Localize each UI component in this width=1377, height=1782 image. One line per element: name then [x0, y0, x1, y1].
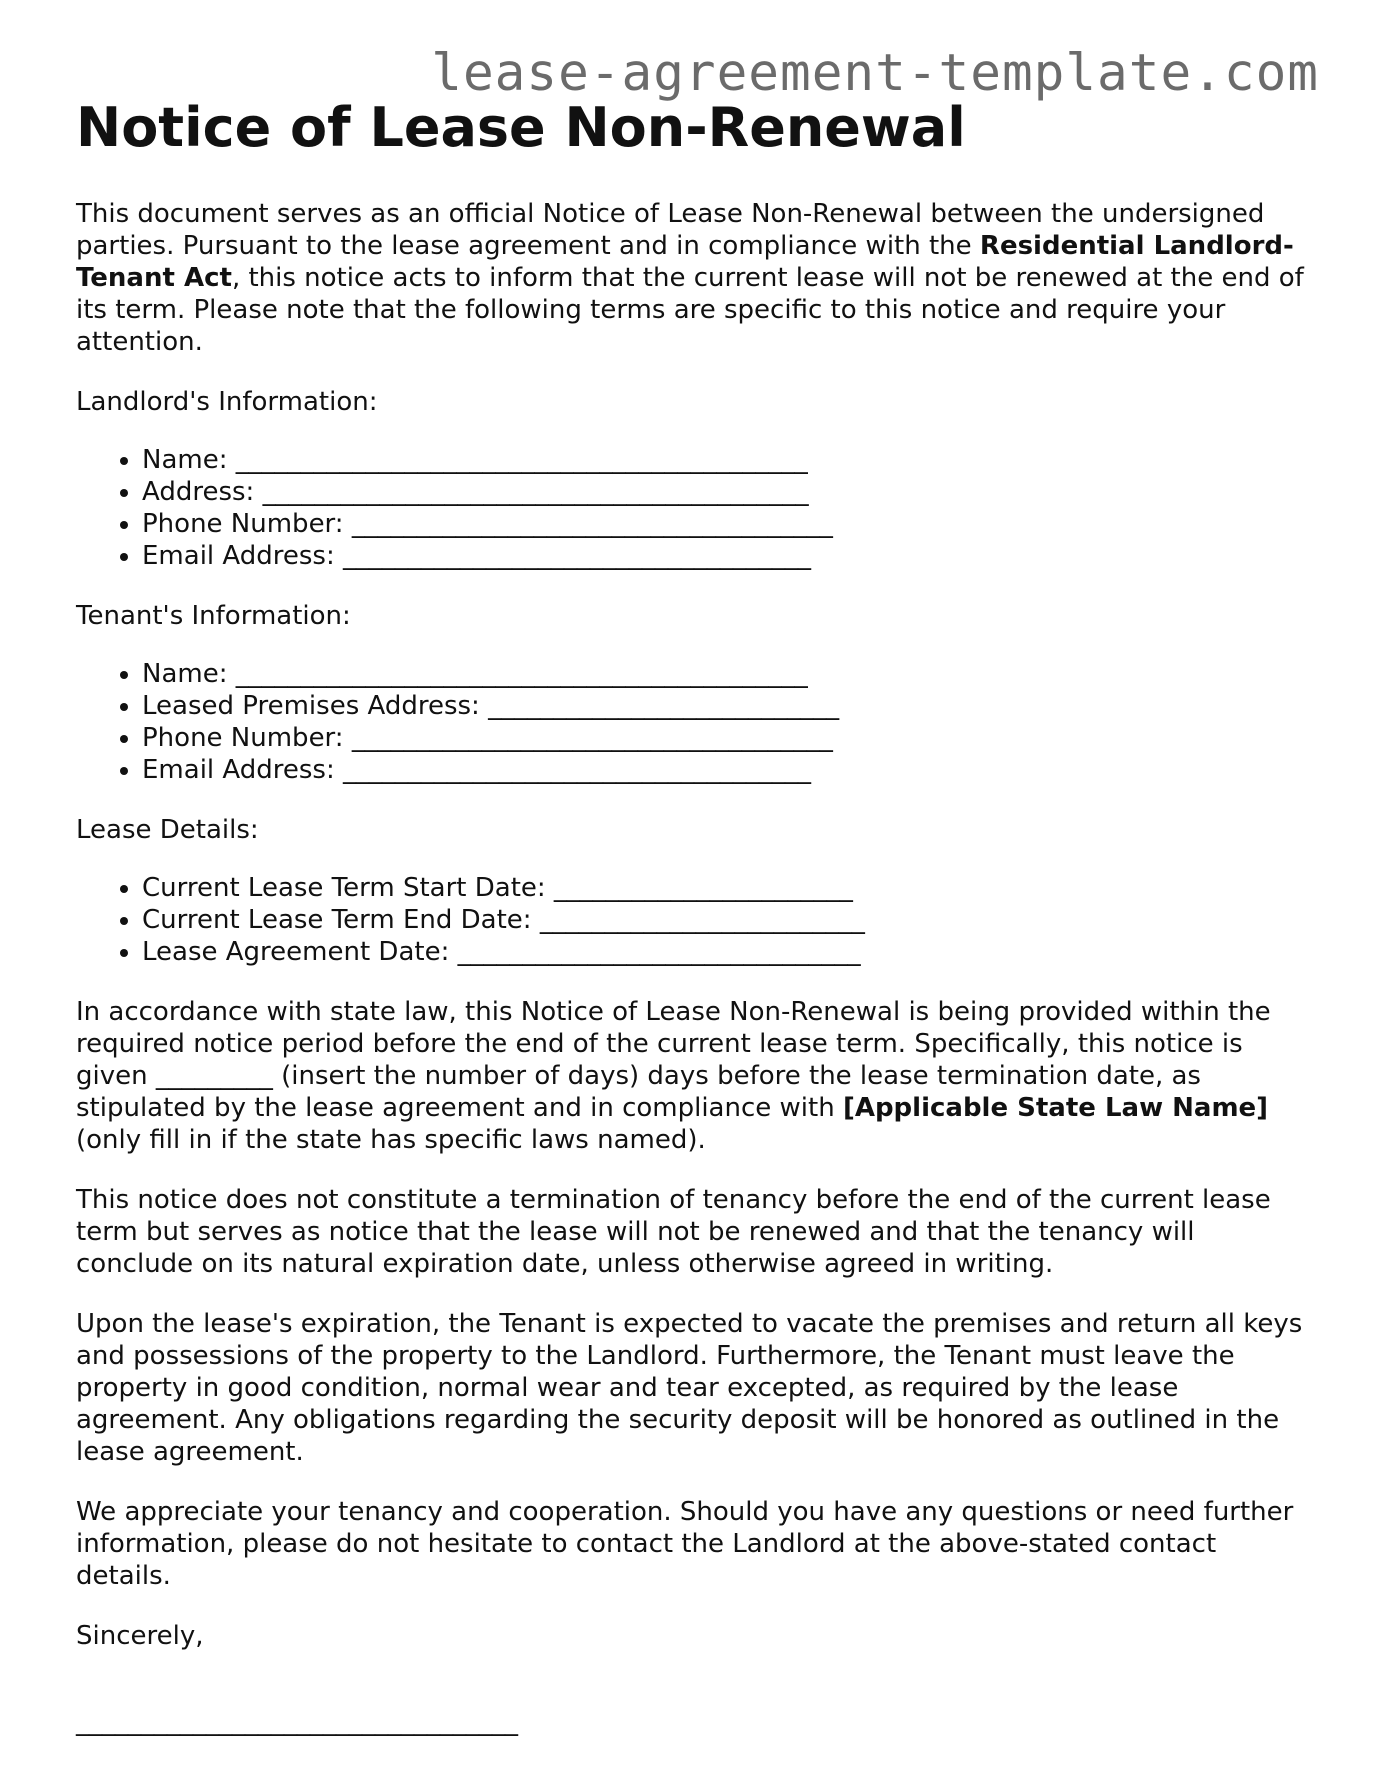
list-item — [142, 444, 1316, 476]
expiration-paragraph: Upon the lease's expiration, the Tenant is expected to vacate the premises and return all keys and possessions of the property to the Landlord. Furthermore, the Tenant must leave the property in good condition, normal wear and tear excepted, as required by the lease agreement. Any obligations regarding the security deposit will be honored as outlined in the lease agreement. — [76, 1309, 1303, 1467]
list-item — [142, 754, 1316, 786]
lease-details-list — [76, 872, 1316, 968]
fill-in-blank: ____________________________________ — [342, 755, 811, 785]
fill-in-blank: _____________________________________ — [351, 509, 833, 539]
lease-details-heading: Lease Details: — [76, 815, 259, 845]
tenant-heading: Tenant's Information: — [76, 601, 351, 631]
list-item — [142, 508, 1316, 540]
list-item — [142, 936, 1316, 968]
field-label: Email Address: — [142, 755, 335, 785]
fill-in-blank: ____________________________________ — [342, 541, 811, 571]
closing-salutation: Sincerely, — [76, 1621, 204, 1651]
list-item — [142, 690, 1316, 722]
appreciation-paragraph: We appreciate your tenancy and cooperation. Should you have any questions or need further information, please do not hesitate to contact the Landlord at the above-stated contact details. — [76, 1497, 1294, 1591]
list-item — [142, 722, 1316, 754]
list-item — [142, 540, 1316, 572]
list-item — [142, 904, 1316, 936]
fill-in-blank: ____________________________________________ — [235, 659, 808, 689]
fill-in-blank: _____________________________________ — [351, 723, 833, 753]
field-label: Phone Number: — [142, 509, 344, 539]
list-item — [142, 872, 1316, 904]
signature-line: __________________________________ — [76, 1707, 518, 1737]
fill-in-blank: ___________________________ — [488, 691, 840, 721]
field-label: Leased Premises Address: — [142, 691, 480, 721]
list-item — [142, 658, 1316, 690]
field-label: Name: — [142, 659, 228, 689]
tenant-info-list — [76, 658, 1316, 786]
field-label: Current Lease Term Start Date: — [142, 873, 546, 903]
landlord-heading: Landlord's Information: — [76, 387, 378, 417]
field-label: Address: — [142, 477, 255, 507]
list-item — [142, 476, 1316, 508]
field-label: Name: — [142, 445, 228, 475]
fill-in-blank: _______________________ — [553, 873, 853, 903]
tenancy-paragraph: This notice does not constitute a termination of tenancy before the end of the current lease term but serves as notice that the lease will not be renewed and that the tenancy will conclude on its natural expiration date, unless otherwise agreed in writing. — [76, 1185, 1271, 1279]
notice-period-paragraph — [76, 996, 1316, 1156]
applicable-state-law: [Applicable State Law Name] — [842, 1093, 1269, 1123]
intro-paragraph — [76, 198, 1316, 358]
intro-text-2: , this notice acts to inform that the current lease will not be renewed at the end of its term. Please note that the following terms are specific to this notice and require your attention. — [76, 263, 1304, 357]
field-label: Lease Agreement Date: — [142, 937, 450, 967]
field-label: Email Address: — [142, 541, 335, 571]
field-label: Phone Number: — [142, 723, 344, 753]
fill-in-blank: ____________________________________________ — [235, 445, 808, 475]
field-label: Current Lease Term End Date: — [142, 905, 532, 935]
landlord-info-list — [76, 444, 1316, 572]
intro-text-1: This document serves as an official Notice of Lease Non-Renewal between the undersigned parties. Pursuant to the lease agreement and in compliance with the — [76, 199, 1265, 261]
document-title: Notice of Lease Non-Renewal — [76, 96, 966, 159]
notice-text-1: In accordance with state law, this Notice of Lease Non-Renewal is being provided within the required notice period before the end of the current lease term. Specifically, this notice is given _________ (insert the number of days) days before the lease termination date, as stipulated by the lease agreement and in compliance with — [76, 997, 1271, 1123]
fill-in-blank: _______________________________ — [457, 937, 861, 967]
document-page — [76, 96, 1316, 1738]
site-watermark: lease-agreement-template.com — [431, 44, 1319, 103]
fill-in-blank: _________________________ — [539, 905, 865, 935]
notice-text-2: (only fill in if the state has specific laws named). — [76, 1125, 706, 1155]
intro-act-name: Residential Landlord-Tenant Act — [76, 231, 1294, 293]
fill-in-blank: __________________________________________ — [262, 477, 809, 507]
